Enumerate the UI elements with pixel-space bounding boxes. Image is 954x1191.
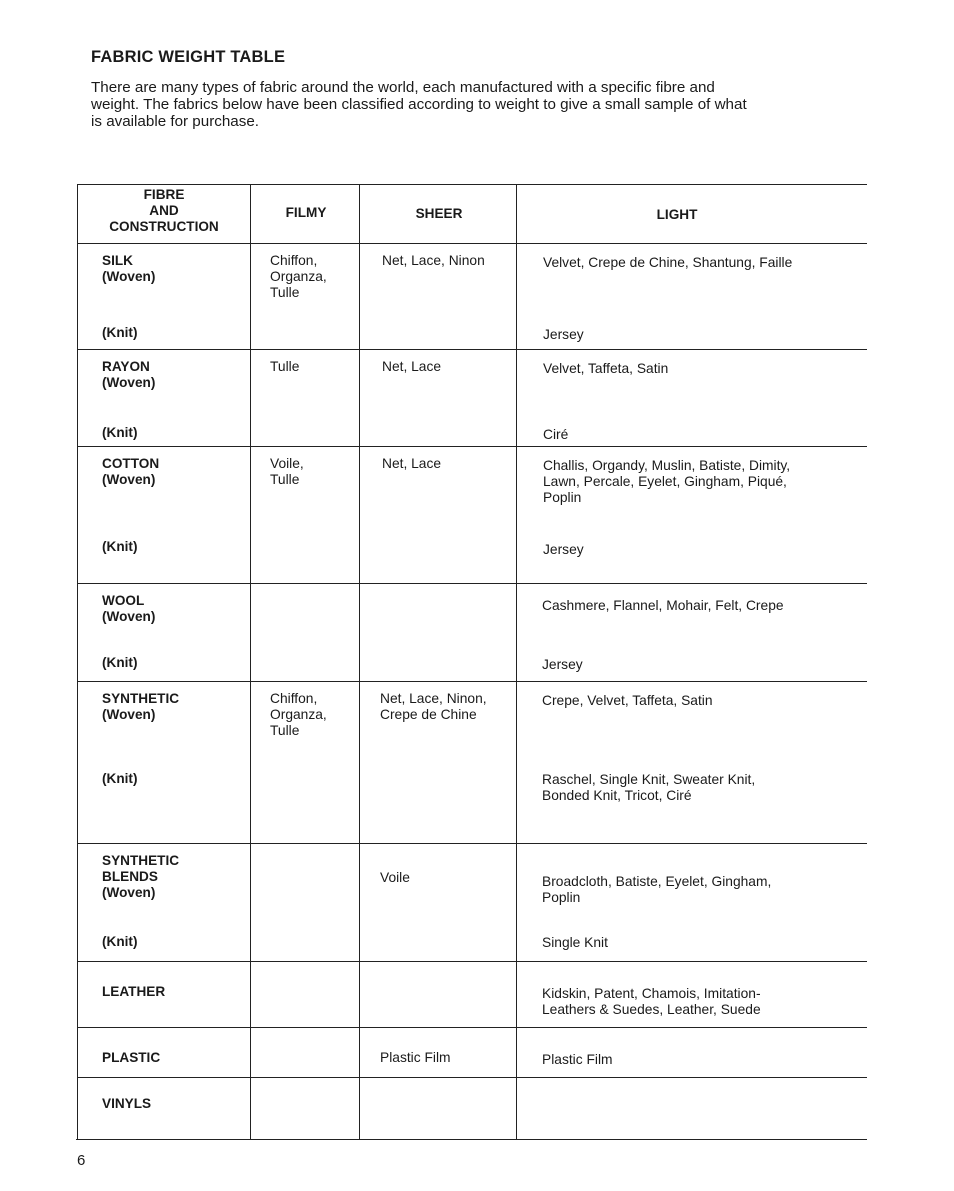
header-fibre-line: FIBRE [143,187,185,202]
light-knit-cell [543,427,833,443]
cell-line: LEATHER [102,984,166,999]
cell-line: Poplin [542,890,581,905]
light-knit-cell [542,772,832,804]
cell-line: Voile [380,870,410,885]
table-column-rule [250,184,251,1139]
table-rule [76,1139,867,1140]
fibre-category [102,593,155,625]
page-title: FABRIC WEIGHT TABLE [91,48,286,66]
intro-line: is available for purchase. [91,113,259,130]
light-cell [542,1052,832,1068]
cell-line: (Woven) [102,375,156,390]
light-cell [543,458,833,506]
cell-line: SYNTHETIC [102,691,180,706]
filmy-cell [270,456,304,488]
table-column-rule [516,184,517,1139]
cell-line: Net, Lace [382,359,442,374]
cell-line: Single Knit [542,935,608,950]
cell-line: SYNTHETIC [102,853,180,868]
cell-line: Chiffon, [270,691,318,706]
cell-line: Chiffon, [270,253,318,268]
knit-label: (Knit) [102,771,138,786]
cell-line: Tulle [270,472,300,487]
light-cell [542,986,832,1018]
cell-line: (Woven) [102,885,156,900]
table-rule [77,583,867,584]
cell-line: Broadcloth, Batiste, Eyelet, Gingham, [542,874,772,889]
cell-line: COTTON [102,456,160,471]
header-fibre-line: CONSTRUCTION [109,219,219,234]
cell-line: Voile, [270,456,304,471]
light-cell [543,255,833,271]
table-column-rule [359,184,360,1139]
cell-line: Jersey [542,657,583,672]
filmy-cell [270,691,327,739]
table-rule [77,349,867,350]
knit-label: (Knit) [102,655,138,670]
light-knit-cell [542,657,832,673]
table-rule [77,446,867,447]
cell-line: Crepe, Velvet, Taffeta, Satin [542,693,713,708]
cell-line: Plastic Film [542,1052,613,1067]
fibre-category [102,359,155,391]
cell-line: Raschel, Single Knit, Sweater Knit, [542,772,756,787]
table-rule [77,184,867,185]
sheer-cell [380,870,410,886]
light-knit-cell [542,935,832,951]
sheer-cell [382,359,441,375]
table-rule [77,961,867,962]
cell-line: Cashmere, Flannel, Mohair, Felt, Crepe [542,598,784,613]
cell-line: Tulle [270,359,300,374]
knit-label: (Knit) [102,934,138,949]
table-column-rule [77,184,78,1140]
cell-line: (Woven) [102,609,156,624]
header-sheer: SHEER [415,206,463,221]
cell-line: RAYON [102,359,150,374]
cell-line: Kidskin, Patent, Chamois, Imitation- [542,986,761,1001]
header-filmy: FILMY [285,205,327,220]
page-number: 6 [77,1152,86,1169]
cell-line: Crepe de Chine [380,707,477,722]
knit-label: (Knit) [102,325,138,340]
cell-line: Jersey [543,327,584,342]
fibre-category [102,253,155,285]
sheer-cell [380,1050,451,1066]
cell-line: Jersey [543,542,584,557]
cell-line: (Woven) [102,472,156,487]
cell-line: (Woven) [102,707,156,722]
cell-line: Ciré [543,427,569,442]
intro-line: There are many types of fabric around the world, each manufactured with a specific fibre and [91,79,715,96]
fibre-category [102,691,179,723]
cell-line: BLENDS [102,869,158,884]
cell-line: Velvet, Taffeta, Satin [543,361,669,376]
cell-line: Net, Lace, Ninon [382,253,485,268]
cell-line: WOOL [102,593,145,608]
sheer-cell [382,253,485,269]
cell-line: Poplin [543,490,582,505]
cell-line: Organza, [270,707,327,722]
cell-line: SILK [102,253,133,268]
cell-line: Organza, [270,269,327,284]
table-rule [77,681,867,682]
table-rule [77,1077,867,1078]
light-knit-cell [543,327,833,343]
cell-line: Plastic Film [380,1050,451,1065]
cell-line: Lawn, Percale, Eyelet, Gingham, Piqué, [543,474,787,489]
fibre-category [102,853,179,901]
filmy-cell [270,359,299,375]
cell-line: Tulle [270,723,300,738]
table-rule [77,243,867,244]
cell-line: VINYLS [102,1096,152,1111]
cell-line: PLASTIC [102,1050,161,1065]
cell-line: Net, Lace [382,456,442,471]
sheer-cell [380,691,487,723]
table-rule [77,843,867,844]
knit-label: (Knit) [102,539,138,554]
light-knit-cell [543,542,833,558]
cell-line: Net, Lace, Ninon, [380,691,487,706]
cell-line: Leathers & Suedes, Leather, Suede [542,1002,761,1017]
header-fibre [78,187,250,235]
cell-line: Bonded Knit, Tricot, Ciré [542,788,692,803]
cell-line: Challis, Organdy, Muslin, Batiste, Dimity, [543,458,791,473]
fibre-category [102,1050,160,1066]
header-light: LIGHT [656,207,698,222]
filmy-cell [270,253,327,301]
fibre-category [102,1096,151,1112]
fibre-category [102,984,165,1000]
light-cell [543,361,833,377]
cell-line: Velvet, Crepe de Chine, Shantung, Faille [543,255,793,270]
light-cell [542,598,832,614]
fibre-category [102,456,159,488]
table-rule [77,1027,867,1028]
knit-label: (Knit) [102,425,138,440]
sheer-cell [382,456,441,472]
intro-paragraph [91,79,836,130]
header-fibre-line: AND [149,203,179,218]
cell-line: Tulle [270,285,300,300]
intro-line: weight. The fabrics below have been classified according to weight to give a small sample of what [91,96,747,113]
light-cell [542,874,832,906]
light-cell [542,693,832,709]
cell-line: (Woven) [102,269,156,284]
